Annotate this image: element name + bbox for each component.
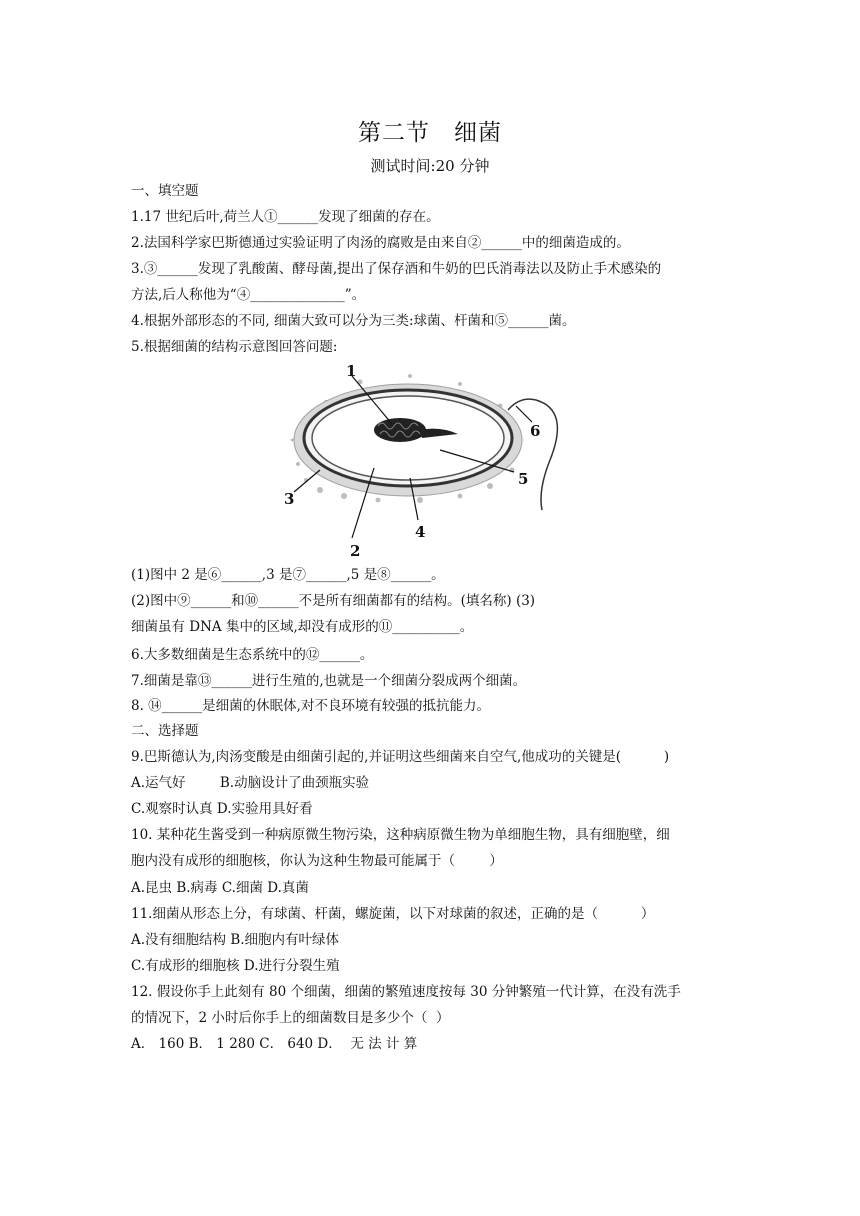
question-line: 7.细菌是靠⑬______进行生殖的,也就是一个细菌分裂成两个细菌。 (131, 673, 527, 689)
diagram-label: 5 (518, 470, 529, 488)
page-title: 第二节 细菌 (358, 120, 502, 146)
option-line: A.没有细胞结构 B.细胞内有叶绿体 (131, 932, 340, 948)
question-line: 8. ⑭______是细菌的休眠体,对不良环境有较强的抵抗能力。 (131, 698, 490, 714)
diagram-label: 2 (350, 542, 361, 560)
question-line: 11.细菌从形态上分，有球菌、杆菌，螺旋菌，以下对球菌的叙述，正确的是（ ） (131, 906, 655, 922)
option-line: C.有成形的细胞核 D.进行分裂生殖 (131, 958, 340, 974)
option-line: A.昆虫 B.病毒 C.细菌 D.真菌 (131, 880, 309, 896)
question-line: (2)图中⑨______和⑩______不是所有细菌都有的结构。(填名称) (3) (131, 593, 536, 609)
section-heading-choice: 二、选择题 (131, 723, 199, 739)
diagram-label: 6 (530, 422, 541, 440)
question-line: 9.巴斯德认为,肉汤变酸是由细菌引起的,并证明这些细菌来自空气,他成功的关键是( ) (131, 749, 670, 765)
section-heading-fill: 一、填空题 (131, 183, 199, 199)
question-line: (1)图中 2 是⑥______,3 是⑦______,5 是⑧______。 (131, 567, 445, 583)
question-line: 3.③______发现了乳酸菌、酵母菌,提出了保存酒和牛奶的巴氏消毒法以及防止手术感染的 (131, 261, 662, 277)
question-line: 2.法国科学家巴斯德通过实验证明了肉汤的腐败是由来自②______中的细菌造成的。 (131, 235, 630, 251)
diagram-label: 3 (284, 490, 295, 508)
question-line: 5.根据细菌的结构示意图回答问题: (131, 339, 338, 355)
question-line: 4.根据外部形态的不同, 细菌大致可以分为三类:球菌、杆菌和⑤______菌。 (131, 313, 576, 329)
question-line: 10. 某种花生酱受到一种病原微生物污染，这种病原微生物为单细胞生物，具有细胞壁，细 (131, 827, 670, 843)
question-line: 细菌虽有 DNA 集中的区域,却没有成形的⑪__________。 (131, 619, 474, 635)
question-line: 1.17 世纪后叶,荷兰人①______发现了细菌的存在。 (131, 209, 440, 225)
bacteria-diagram (280, 360, 570, 560)
option-line: A． 160 B． 1 280 C． 640 D． 无 法 计 算 (131, 1036, 418, 1052)
diagram-label: 4 (415, 523, 426, 541)
option-line: C.观察时认真 D.实验用具好看 (131, 801, 313, 817)
page-subtitle: 测试时间:20 分钟 (370, 157, 490, 175)
question-line: 的情况下，2 小时后你手上的细菌数目是多少个（ ） (131, 1010, 450, 1026)
option-line: A.运气好 B.动脑设计了曲颈瓶实验 (131, 775, 370, 791)
question-line: 方法,后人称他为“④______________”。 (131, 287, 366, 303)
diagram-label: 1 (346, 362, 357, 380)
question-line: 6.大多数细菌是生态系统中的⑫______。 (131, 647, 374, 663)
question-line: 胞内没有成形的细胞核，你认为这种生物最可能属于（ ） (131, 853, 503, 869)
question-line: 12. 假设你手上此刻有 80 个细菌，细菌的繁殖速度按每 30 分钟繁殖一代计算，在没有洗手 (131, 984, 681, 1000)
